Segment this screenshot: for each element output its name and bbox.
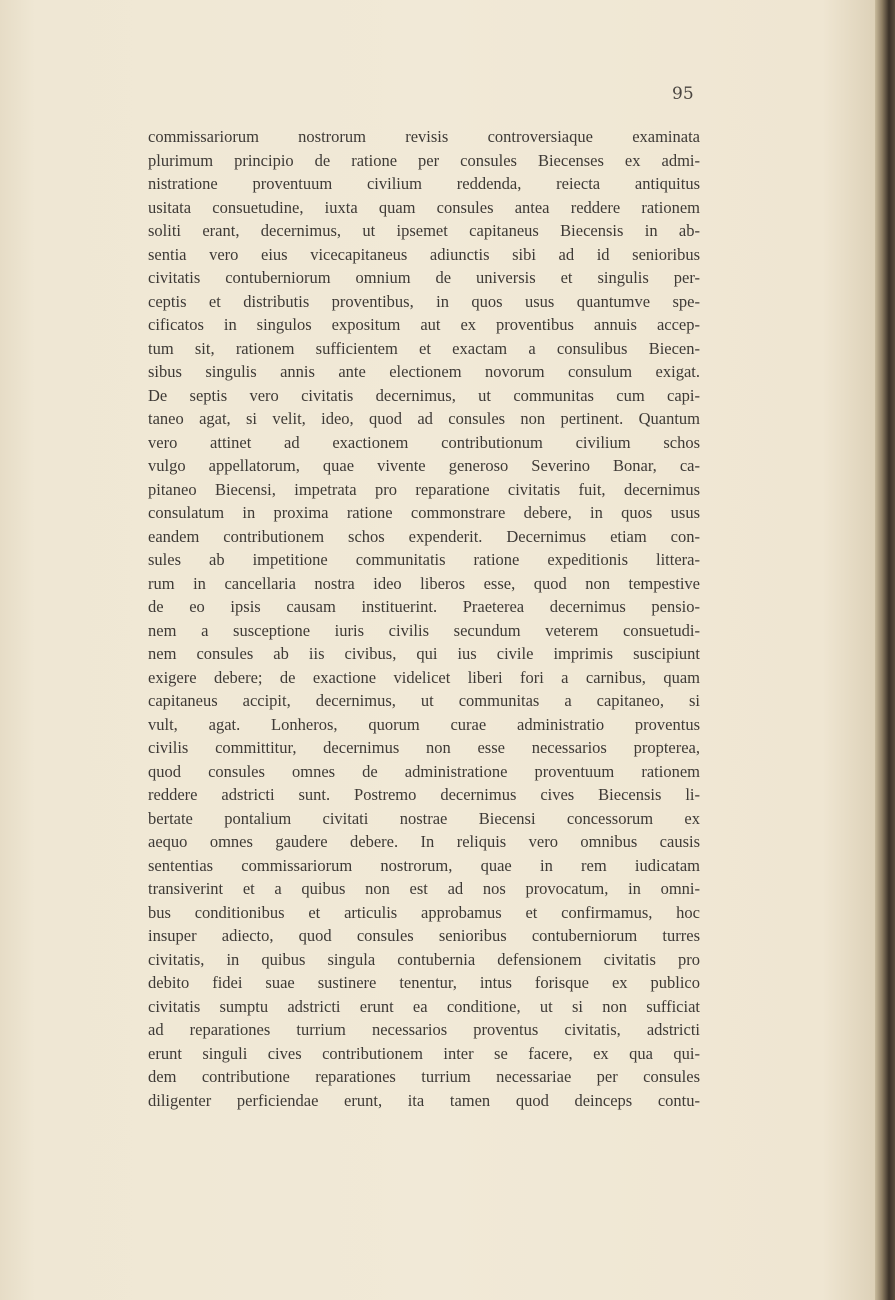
text-line: civilis committitur, decernimus non esse necessarios propterea, [148, 738, 700, 757]
text-line: plurimum principio de ratione per consules Biecenses ex admi- [148, 150, 700, 170]
text-line: insuper adiecto, quod consules senioribus contuberniorum turres [148, 926, 700, 945]
text-line: ad reparationes turrium necessarios proventus civitatis, adstricti [148, 1020, 700, 1039]
text-line: usitata consuetudine, iuxta quam consules antea reddere rationem [148, 197, 700, 217]
text-line: ceptis et distributis proventibus, in quos usus quantumve spe- [148, 291, 700, 311]
page-edge [875, 0, 895, 1300]
text-line: quod consules omnes de administratione proventuum rationem [148, 761, 700, 781]
text-line: capitaneus accipit, decernimus, ut communitas a capitaneo, si [148, 691, 700, 710]
text-line: consulatum in proxima ratione commonstrare debere, in quos usus [148, 503, 700, 522]
text-line: sentia vero eius vicecapitaneus adiunctis sibi ad id senioribus [148, 244, 700, 264]
text-line: De septis vero civitatis decernimus, ut communitas cum capi- [148, 385, 700, 405]
page-number: 95 [672, 84, 694, 104]
text-line: civitatis contuberniorum omnium de universis et singulis per- [148, 268, 700, 287]
text-line: bertate pontalium civitati nostrae Biecensi concessorum ex [148, 808, 700, 828]
text-line: reddere adstricti sunt. Postremo decernimus cives Biecensis li- [148, 785, 700, 804]
text-line: soliti erant, decernimus, ut ipsemet capitaneus Biecensis in ab- [148, 221, 700, 240]
text-line: nem a susceptione iuris civilis secundum veterem consuetudi- [148, 620, 700, 640]
text-line: nistratione proventuum civilium reddenda, reiecta antiquitus [148, 174, 700, 193]
text-line: bus conditionibus et articulis approbamus et confirmamus, hoc [148, 902, 700, 922]
text-line: taneo agat, si velit, ideo, quod ad consules non pertinent. Quantum [148, 409, 700, 428]
text-line: vult, agat. Lonheros, quorum curae administratio proventus [148, 714, 700, 734]
text-line: vulgo appellatorum, quae vivente generoso Severino Bonar, ca- [148, 456, 700, 475]
text-line: nem consules ab iis civibus, qui ius civile imprimis suscipiunt [148, 644, 700, 663]
text-line: pitaneo Biecensi, impetrata pro reparatione civitatis fuit, decernimus [148, 479, 700, 499]
text-line: sibus singulis annis ante electionem novorum consulum exigat. [148, 362, 700, 381]
text-line: debito fidei suae sustinere tenentur, intus forisque ex publico [148, 973, 700, 992]
body-text [148, 125, 700, 1112]
text-line: vero attinet ad exactionem contributionum civilium schos [148, 432, 700, 452]
text-line: exigere debere; de exactione videlicet liberi fori a carnibus, quam [148, 667, 700, 687]
text-line: rum in cancellaria nostra ideo liberos esse, quod non tempestive [148, 573, 700, 593]
text-line: sententias commissariorum nostrorum, quae in rem iudicatam [148, 855, 700, 875]
text-line: civitatis, in quibus singula contubernia defensionem civitatis pro [148, 949, 700, 969]
text-line: tum sit, rationem sufficientem et exactam a consulibus Biecen- [148, 338, 700, 358]
text-line: civitatis sumptu adstricti erunt ea conditione, ut si non sufficiat [148, 996, 700, 1016]
text-line: sules ab impetitione communitatis ratione expeditionis littera- [148, 550, 700, 569]
text-line: erunt singuli cives contributionem inter se facere, ex qua qui- [148, 1043, 700, 1063]
text-line: de eo ipsis causam instituerint. Praeterea decernimus pensio- [148, 597, 700, 616]
text-line: diligenter perficiendae erunt, ita tamen quod deinceps contu- [148, 1090, 700, 1110]
text-line: commissariorum nostrorum revisis controversiaque examinata [148, 127, 700, 146]
text-line: dem contributione reparationes turrium necessariae per consules [148, 1067, 700, 1086]
text-line: aequo omnes gaudere debere. In reliquis vero omnibus causis [148, 832, 700, 851]
text-line: cificatos in singulos expositum aut ex proventibus annuis accep- [148, 315, 700, 334]
text-line: transiverint et a quibus non est ad nos provocatum, in omni- [148, 879, 700, 898]
text-line: eandem contributionem schos expenderit. Decernimus etiam con- [148, 526, 700, 546]
